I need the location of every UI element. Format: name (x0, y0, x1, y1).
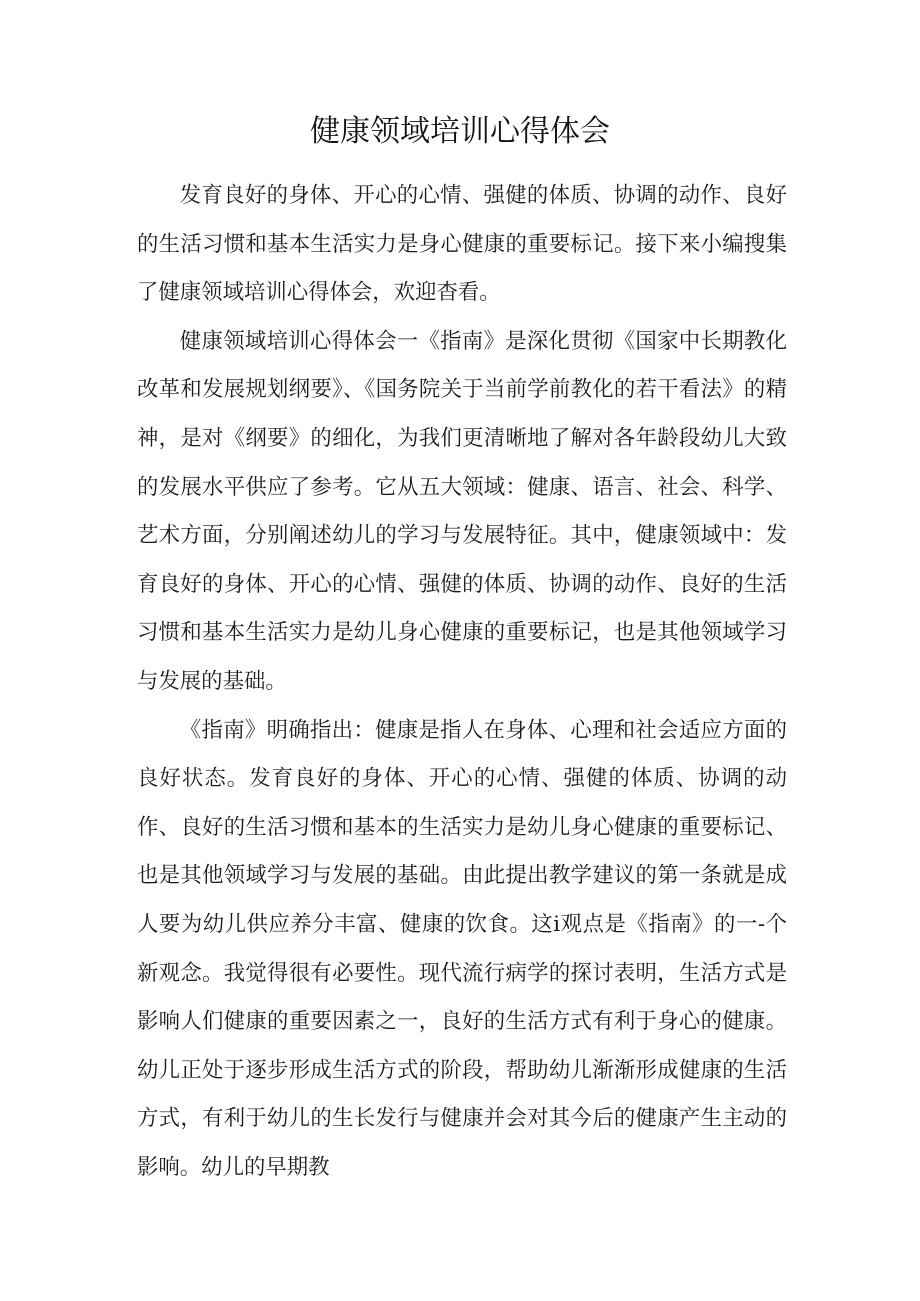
paragraph-part-one: 健康领域培训心得体会一《指南》是深化贯彻《国家中长期教化改革和发展规划纲要》、《国务院关于当前学前教化的若干看法》的精神，是对《纲要》的细化，为我们更清晰地了解对各年龄段幼儿大致的发展水平供应了参考。它从五大领域：健康、语言、社会、科学、艺术方面，分别阐述幼儿的学习与发展特征。其中，健康领域中：发育良好的身体、开心的心情、强健的体质、协调的动作、良好的生活习惯和基本生活实力是幼儿身心健康的重要标记，也是其他领域学习与发展的基础。 (137, 328, 787, 694)
document-title: 健康领域培训心得体会 (310, 114, 610, 149)
document-body (137, 172, 787, 1192)
paragraph-intro: 发育良好的身体、开心的心情、强健的体质、协调的动作、良好的生活习惯和基本生活实力是身心健康的重要标记。接下来小编搜集了健康领域培训心得体会，欢迎杳看。 (137, 183, 787, 306)
paragraph-guide: 《指南》明确指出：健康是指人在身体、心理和社会适应方面的良好状态。发育良好的身体、开心的心情、强健的体质、协调的动作、良好的生活习惯和基本的生活实力是幼儿身心健康的重要标记、也是其他领域学习与发展的基础。由此提出教学建议的第一条就是成人要为幼儿供应养分丰富、健康的饮食。这i观点是《指南》的一-个新观念。我觉得很有必要性。现代流行病学的探讨表明，生活方式是影响人们健康的重要因素之一，良好的生活方式有利于身心的健康。幼儿正处于逐步形成生活方式的阶段，帮助幼儿渐渐形成健康的生活方式，有利于幼儿的生长发行与健康并会对其今后的健康产生主动的影响。幼儿的早期教 (137, 717, 787, 1180)
